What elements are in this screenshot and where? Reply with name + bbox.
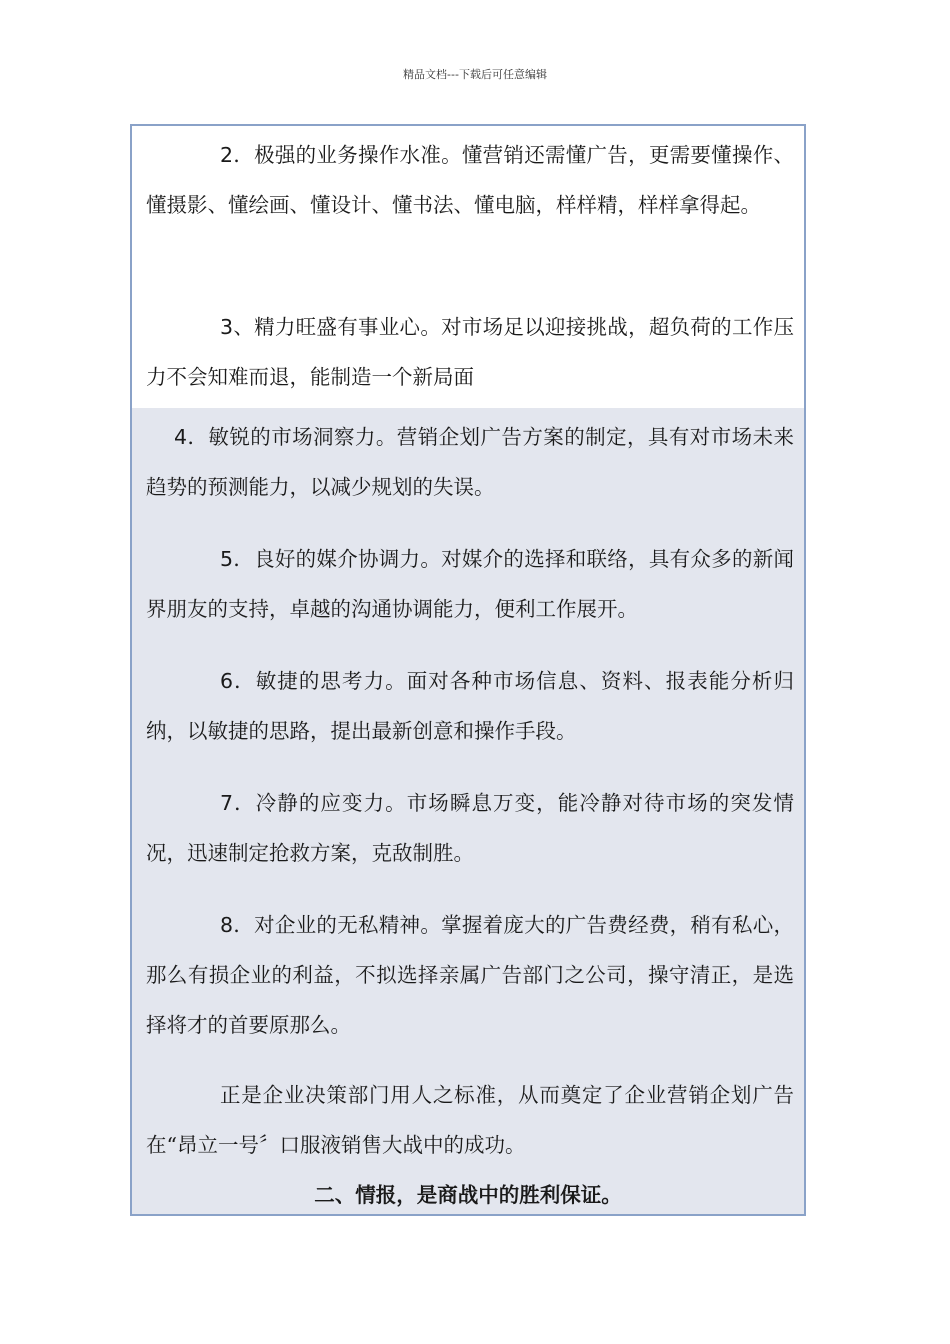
item-number: 3、 xyxy=(220,315,255,339)
paragraph-3 xyxy=(146,302,794,402)
page-header: 精品文档---下载后可任意编辑 xyxy=(403,68,547,81)
paragraph-6 xyxy=(146,656,794,756)
content-frame xyxy=(130,124,806,1216)
item-number: 2． xyxy=(220,143,255,167)
paragraph-7 xyxy=(146,778,794,878)
paragraph-text: 敏锐的市场洞察力。营销企划广告方案的制定，具有对市场未来趋势的预测能力，以减少规划的失误。 xyxy=(146,425,794,499)
item-number: 5． xyxy=(220,547,255,571)
paragraph-5 xyxy=(146,534,794,634)
section-heading: 二、情报，是商战中的胜利保证。 xyxy=(314,1183,622,1207)
paragraph-conclusion xyxy=(146,1070,794,1170)
paragraph-text: 良好的媒介协调力。对媒介的选择和联络，具有众多的新闻界朋友的支持，卓越的沟通协调能力，便利工作展开。 xyxy=(146,547,795,621)
paragraph-text: 对企业的无私精神。掌握着庞大的广告费经费，稍有私心，那么有损企业的利益，不拟选择亲属广告部门之公司，操守清正，是选择将才的首要原那么。 xyxy=(146,913,795,1037)
paragraph-2 xyxy=(146,130,794,230)
paragraph-8 xyxy=(146,900,794,1050)
item-number: 7． xyxy=(220,791,256,815)
paragraph-text: 精力旺盛有事业心。对市场足以迎接挑战，超负荷的工作压力不会知难而退，能制造一个新局面 xyxy=(146,315,795,389)
paragraph-text: 敏捷的思考力。面对各种市场信息、资料、报表能分析归纳，以敏捷的思路，提出最新创意和操作手段。 xyxy=(146,669,795,743)
item-number: 6． xyxy=(220,669,256,693)
paragraph-text: 正是企业决策部门用人之标准，从而奠定了企业营销企划广告在“昂立一号〞口服液销售大战中的成功。 xyxy=(146,1083,794,1157)
paragraph-text: 极强的业务操作水准。懂营销还需懂广告，更需要懂操作、懂摄影、懂绘画、懂设计、懂书法、懂电脑，样样精，样样拿得起。 xyxy=(146,143,795,217)
paragraph-text: 冷静的应变力。市场瞬息万变，能冷静对待市场的突发情况，迅速制定抢救方案，克敌制胜。 xyxy=(146,791,795,865)
item-number: 8． xyxy=(220,913,255,937)
item-number: 4． xyxy=(174,425,209,449)
paragraph-4 xyxy=(146,412,794,512)
